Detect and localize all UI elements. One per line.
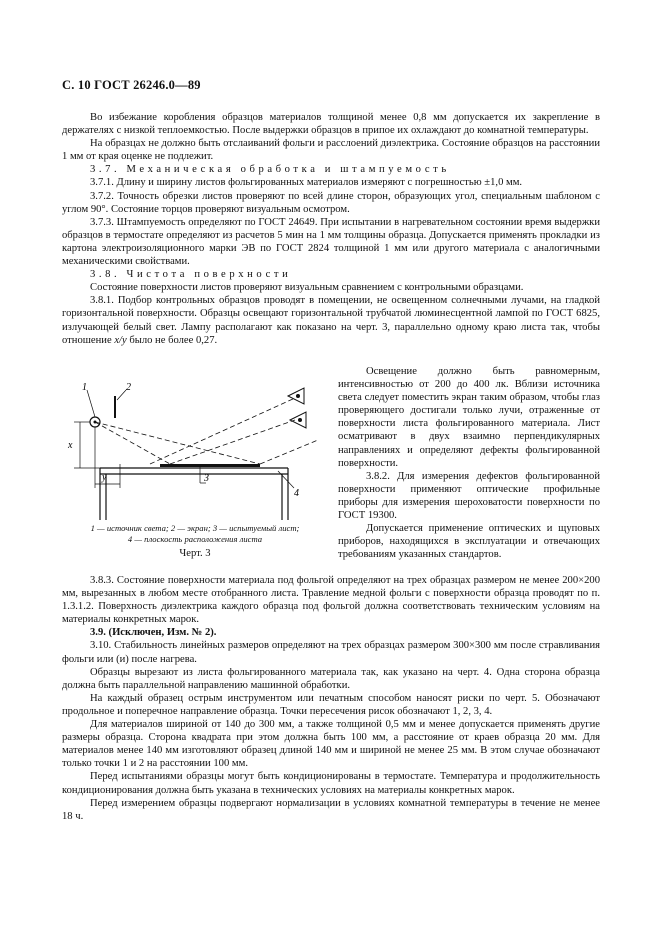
label-2: 2 <box>126 382 131 393</box>
section-heading-3-7: 3.7. Механическая обработка и штампуемость <box>90 164 450 176</box>
paragraph: Образцы вырезают из листа фольгированного материала так, как указано на черт. 4. Одна сторона образца должна быть параллельной направлению машинной обработки. <box>62 666 600 691</box>
paragraph: Допускается применение оптических и щуповых приборов, находящихся в эксплуатации и отвечающих требованиям указанных стандартов. <box>338 523 600 561</box>
text-block-top <box>62 111 600 347</box>
figure-title: Черт. 3 <box>179 548 211 559</box>
text-block-bottom <box>62 574 600 823</box>
paragraph: Состояние поверхности листов проверяют визуальным сравнением с контрольными образцами. <box>90 282 524 294</box>
figure-3-drawing <box>60 378 330 538</box>
paragraph: Во избежание коробления образцов материалов толщиной менее 0,8 мм допускается их закрепление в держателях с низкой теплоемкостью. После выдержки образцов в припое их охлаждают до комнатной температуры. <box>62 112 600 137</box>
paragraph: На каждый образец острым инструментом или печатным способом наносят риски по черт. 5. Обозначают продольное и поперечное направление образца. Точки пересечения рисок обозначают 1, 2, 3, 4. <box>62 692 600 717</box>
section-heading-3-8: 3.8. Чистота поверхности <box>90 269 292 281</box>
paragraph: 3.7.1. Длину и ширину листов фольгированных материалов измеряют с погрешностью ±1,0 мм. <box>90 177 523 189</box>
figure-caption: 1 — источник света; 2 — экран; 3 — испытуемый лист; 4 — плоскость расположения листа <box>90 523 300 544</box>
paragraph-3-9: 3.9. (Исключен, Изм. № 2). <box>90 627 217 639</box>
paragraph: Перед измерением образцы подвергают нормализации в условиях комнатной температуры в течение не менее 18 ч. <box>62 797 600 822</box>
paragraph: 3.7.2. Точность обрезки листов проверяют по всей длине сторон, образующих угол, специальным шаблоном с углом 90°. Состояние торцов проверяют визуальным осмотром. <box>62 190 600 215</box>
paragraph: 3.8.3. Состояние поверхности материала под фольгой определяют на трех образцах размером не менее 200×200 мм, вырезанных в любом месте отобранного листа. Травление медной фольги с поверхности образца проводят по п. 1.3.1.2. Поверхность диэлектрика каждого образца под фольгой должна соответствовать техническим условиям на материалы конкретных марок. <box>62 575 600 626</box>
label-3: 3 <box>204 473 209 484</box>
paragraph: Освещение должно быть равномерным, интенсивностью от 200 до 400 лк. Вблизи источника света следует поместить экран таким образом, чтобы глаз проверяющего достигали только лучи, отраженные от поверхности листа фольгированного материала. Лист осматривают в двух взаимно перпендикулярных направлениях и определяют дефекты фольгированной поверхности. <box>338 366 600 469</box>
lighting-setup-diagram <box>60 378 330 523</box>
paragraph: Для материалов шириной от 140 до 300 мм, а также толщиной 0,5 мм и менее допускается применять другие размеры образца. Сторона квадрата при этом должна быть 100 мм, а расстояние от краев образца 20 мм. Для материалов менее 140 мм изготовляют образец длиной 140 мм и шириной не менее 25 мм. В этом случае обозначают только точки 1 и 2 на расстоянии 100 мм. <box>62 719 600 770</box>
paragraph: На образцах не должно быть отслаиваний фольги и расслоений диэлектрика. Состояние образцов на расстоянии 1 мм от края оценке не подлежит. <box>62 138 600 163</box>
label-y: y <box>102 472 107 483</box>
text-beside-figure <box>338 365 600 561</box>
label-x: x <box>68 440 73 451</box>
paragraph: Перед испытаниями образцы могут быть кондиционированы в термостате. Температура и продолжительность кондиционирования должна быть указана в технических условиях на материалы конкретных марок. <box>62 771 600 796</box>
paragraph-3-8-1: 3.8.1. Подбор контрольных образцов проводят в помещении, не освещенном солнечными лучами, на гладкой горизонтальной поверхности. Образцы освещают горизонтальной трубчатой люминесцентной лампой по ГОСТ 6825, излучающей белый свет. Лампу располагают как показано на черт. 3, параллельно одному краю листа так, чтобы отношение x/y было не более 0,27. <box>62 295 600 346</box>
paragraph: 3.8.2. Для измерения дефектов фольгированной поверхности применяют оптические профильные приборы для измерения шероховатости поверхности по ГОСТ 19300. <box>338 470 600 522</box>
paragraph: 3.7.3. Штампуемость определяют по ГОСТ 24649. При испытании в нагревательном состоянии время выдержки образцов в термостате определяют из расчетов 5 мин на 1 мм толщины образца. Допускается применять прокладки из картона электроизоляционного марки ЭВ по ГОСТ 2824 толщиной 1 мм или другого материала с аналогичными механическими свойствами. <box>62 216 600 268</box>
label-4: 4 <box>294 488 299 499</box>
page-header: С. 10 ГОСТ 26246.0—89 <box>62 78 201 92</box>
label-1: 1 <box>82 382 87 393</box>
paragraph: 3.10. Стабильность линейных размеров определяют на трех образцах размером 300×300 мм после стравливания фольги или (и) после нагрева. <box>62 640 600 665</box>
